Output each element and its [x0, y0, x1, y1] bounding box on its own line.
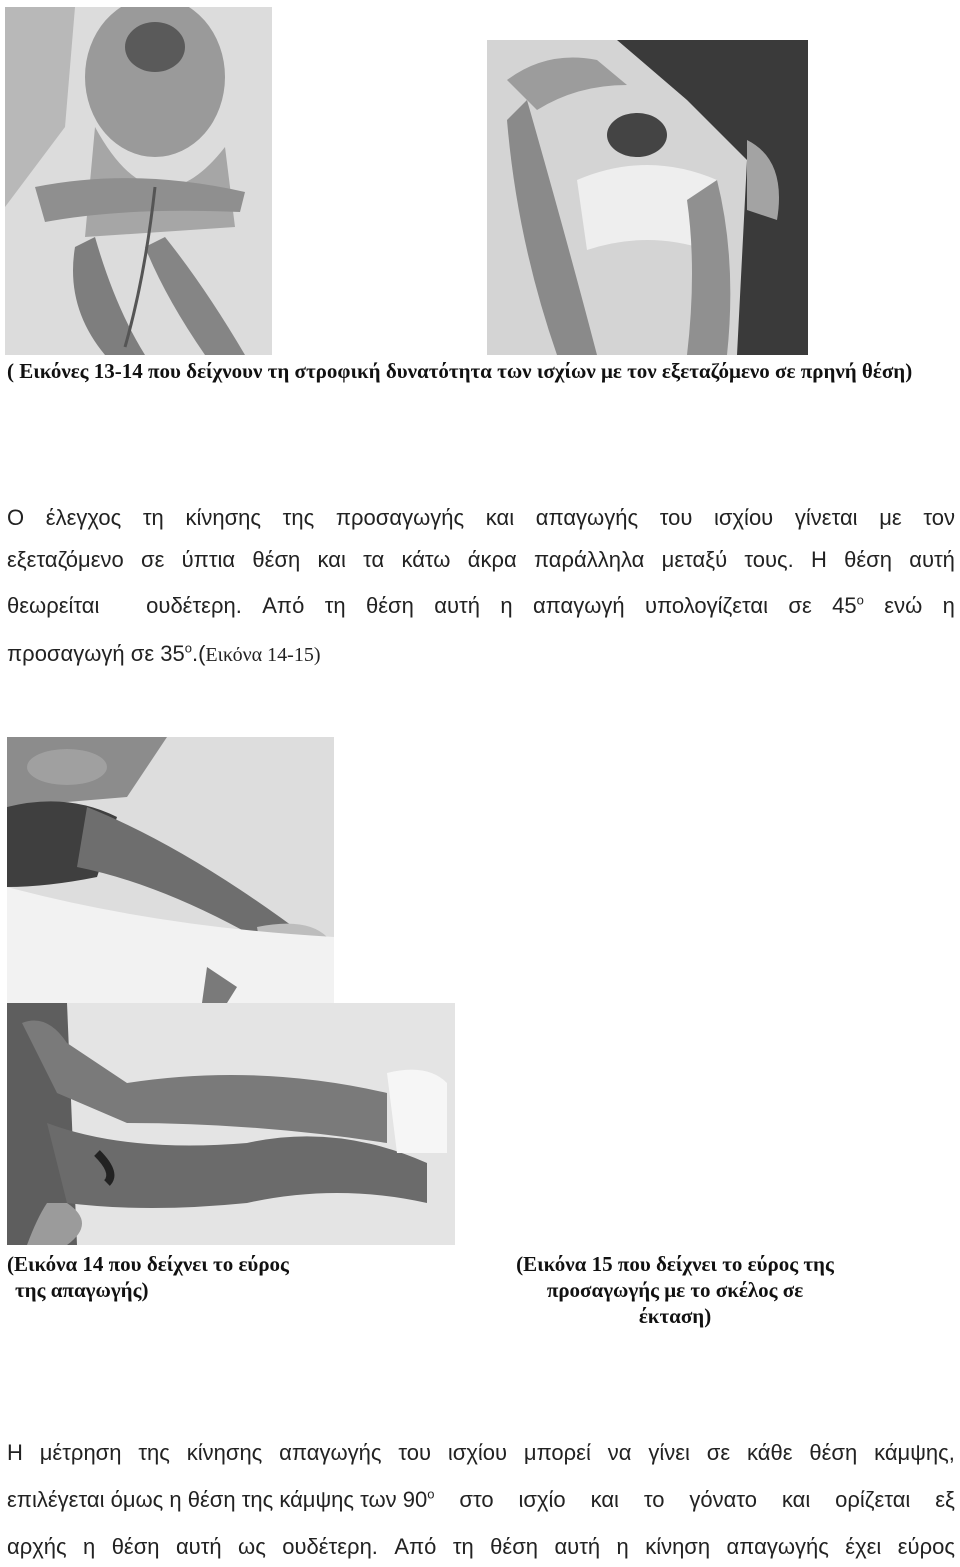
paragraph-1-line-3: θεωρείται ουδέτερη. Από τη θέση αυτή η απαγωγή υπολογίζεται σε $45^o$ ενώ η [7, 592, 955, 618]
figure-14-abduction-photo [7, 737, 334, 1003]
figure-14-caption: (Εικόνα 14 που δείχνει το εύρος της απαγωγής) [7, 1252, 289, 1302]
paragraph-2-line-3: αρχής η θέση αυτή ως ουδέτερη. Από τη θέση αυτή η κίνηση απαγωγής έχει εύρος [7, 1534, 955, 1559]
paragraph-1 [7, 505, 955, 675]
top-figure-caption: ( Εικόνες 13-14 που δείχνουν τη στροφική δυνατότητα των ισχίων με τον εξεταζόμενο σε πρηνή θέση) [7, 359, 913, 383]
figure-13-photo [5, 7, 272, 355]
figure-15-caption: (Εικόνα 15 που δείχνει το εύρος της προσαγωγής με το σκέλος σε έκταση) [516, 1252, 834, 1328]
figure-14-photo [487, 40, 808, 355]
paragraph-1-line-4: προσαγωγή σε $35^o.(E\iota\kappa ό\nu\alpha$ 14-15) [7, 640, 321, 666]
paragraph-2-line-2: επιλέγεται όμως η θέση της κάμψης των $90^o$ στο ισχίο και το γόνατο και ορίζεται εξ [7, 1486, 955, 1512]
paragraph-2-line-1: Η μέτρηση της κίνησης απαγωγής του ισχίου μπορεί να γίνει σε κάθε θέση κάμψης, [7, 1440, 955, 1465]
figure-15-adduction-photo [7, 1003, 455, 1245]
paragraph-1-line-2: εξεταζόμενο σε ύπτια θέση και τα κάτω άκρα παράλληλα μεταξύ τους. Η θέση αυτή [7, 547, 955, 572]
paragraph-2 [7, 1440, 955, 1567]
paragraph-1-line-1: Ο έλεγχος τη κίνησης της προσαγωγής και απαγωγής του ισχίου γίνεται με τον [7, 505, 955, 530]
